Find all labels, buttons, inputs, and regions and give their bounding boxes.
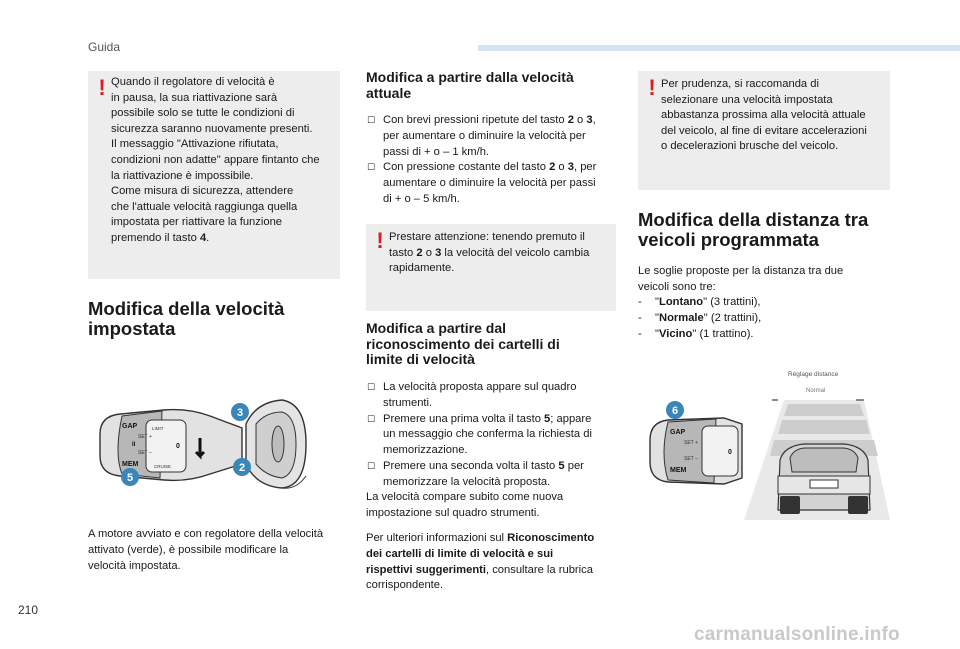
warning-icon: !	[376, 228, 384, 253]
list-item: ☐ Premere una prima volta il tasto 5; appare un messaggio che conferma la richiesta di memorizzazione.	[367, 412, 592, 457]
warning-icon: !	[98, 75, 106, 100]
warning-icon: !	[648, 75, 656, 100]
note-line: Come misura di sicurezza, attendere	[111, 185, 294, 198]
note-line: premendo il tasto 4.	[111, 231, 210, 244]
note-line: del veicolo, al fine di evitare accelerazioni	[661, 124, 867, 137]
heading-from-current-speed: Modifica a partire dalla velocità attuale	[366, 69, 574, 101]
label-mem: MEM	[670, 467, 687, 474]
label-zero: 0	[728, 449, 732, 456]
screen-title: Réglage distance	[788, 371, 839, 378]
list-item: - "Normale" (2 trattini),	[638, 311, 762, 324]
warning-note-text	[661, 77, 884, 155]
label-set-plus: SET +	[684, 440, 698, 446]
label-set-minus: SET –	[684, 456, 698, 462]
distance-setting-figure	[644, 364, 892, 520]
header-accent-bar	[478, 45, 960, 51]
callout-badge-label: 5	[126, 472, 134, 484]
callout-badge-label: 6	[671, 405, 679, 417]
label-zero: 0	[176, 443, 180, 450]
note-line: condizioni non adatte" appare fintanto che	[111, 153, 320, 166]
heading-modify-set-speed: Modifica della velocità impostata	[88, 298, 285, 339]
section-label: Guida	[88, 40, 121, 54]
note-line: la riattivazione è impossibile.	[111, 169, 254, 182]
paragraph-more-info: Per ulteriori informazioni sul Riconoscimento dei cartelli di limite di velocità e sui rispettivi suggerimenti, consultare la rubrica corrispondente.	[366, 532, 595, 592]
label-gap: GAP	[122, 423, 138, 430]
note-line: selezionare una velocità impostata	[661, 93, 833, 106]
note-line: Prestare attenzione: tenendo premuto il	[389, 231, 585, 243]
callout-badge-label: 2	[238, 462, 246, 474]
warning-note-text	[111, 75, 334, 247]
list-item: - "Vicino" (1 trattino).	[638, 327, 754, 340]
warning-note-hold	[366, 224, 616, 311]
list-item: ☐ La velocità proposta appare sul quadro strumenti.	[367, 381, 577, 409]
note-line: in pausa, la sua riattivazione sarà	[111, 91, 278, 104]
callout-badge-label: 3	[236, 407, 244, 419]
warning-note-prudence	[638, 71, 890, 190]
list-item: - "Lontano" (3 trattini),	[638, 296, 761, 308]
warning-note-pause	[88, 71, 340, 279]
note-line: impostata per riattivare la funzione	[111, 216, 283, 229]
note-line: possibile solo se tutte le condizioni di	[111, 107, 295, 120]
heading-from-speed-sign: Modifica a partire dal riconoscimento dei cartelli di limite di velocità	[366, 320, 560, 367]
list-from-current-speed	[366, 113, 616, 208]
note-line: Quando il regolatore di velocità è	[111, 76, 275, 88]
note-line: sicurezza saranno nuovamente presenti.	[111, 122, 313, 135]
heading-modify-distance: Modifica della distanza tra veicoli programmata	[638, 209, 869, 250]
stalk-illustration	[650, 418, 742, 484]
note-line: Il messaggio "Attivazione rifiutata,	[111, 138, 279, 151]
list-item: ☐ Con pressione costante del tasto 2 o 3, per aumentare o diminuire la velocità per passi di + o – 5 km/h.	[367, 161, 597, 205]
list-distance-options	[638, 295, 898, 342]
paragraph-distance-intro: Le soglie proposte per la distanza tra due veicoli sono tre:	[638, 265, 844, 293]
list-item: ☐ Premere una seconda volta il tasto 5 per memorizzare la velocità proposta.	[367, 459, 584, 488]
label-gap: GAP	[670, 429, 686, 436]
page-number: 210	[18, 603, 39, 617]
note-line: Per prudenza, si raccomanda di	[661, 78, 819, 90]
label-mem: MEM	[122, 461, 139, 468]
list-item: ☐ Con brevi pressioni ripetute del tasto 2 o 3, per aumentare o diminuire la velocità per passi di + o – 1 km/h.	[367, 114, 596, 158]
screen-value: Normal	[806, 388, 826, 394]
label-limit: LIMIT	[152, 426, 164, 431]
cruise-control-stalk-figure	[92, 394, 338, 494]
label-ii: II	[132, 442, 136, 448]
warning-note-text	[389, 230, 610, 277]
paragraph-modify-intro: A motore avviato e con regolatore della velocità attivato (verde), è possibile modificare la velocità impostata.	[88, 528, 324, 572]
list-from-speed-sign	[366, 380, 616, 491]
note-line: tasto 2 o 3 la velocità del veicolo cambia	[389, 246, 590, 259]
distance-display-screen	[744, 364, 890, 520]
paragraph-speed-shown: La velocità compare subito come nuova impostazione sul quadro strumenti.	[366, 491, 564, 519]
note-line: abbastanza prossima alla velocità attuale	[661, 109, 866, 122]
label-set-plus: SET +	[138, 434, 152, 440]
note-line: rapidamente.	[389, 262, 455, 275]
note-line: o decelerazioni brusche del veicolo.	[661, 140, 839, 153]
label-set-minus: SET –	[138, 450, 152, 456]
label-cruise: CRUISE	[154, 464, 172, 469]
watermark: carmanualsonline.info	[694, 624, 900, 645]
note-line: che l'attuale velocità raggiunga quella	[111, 200, 298, 213]
